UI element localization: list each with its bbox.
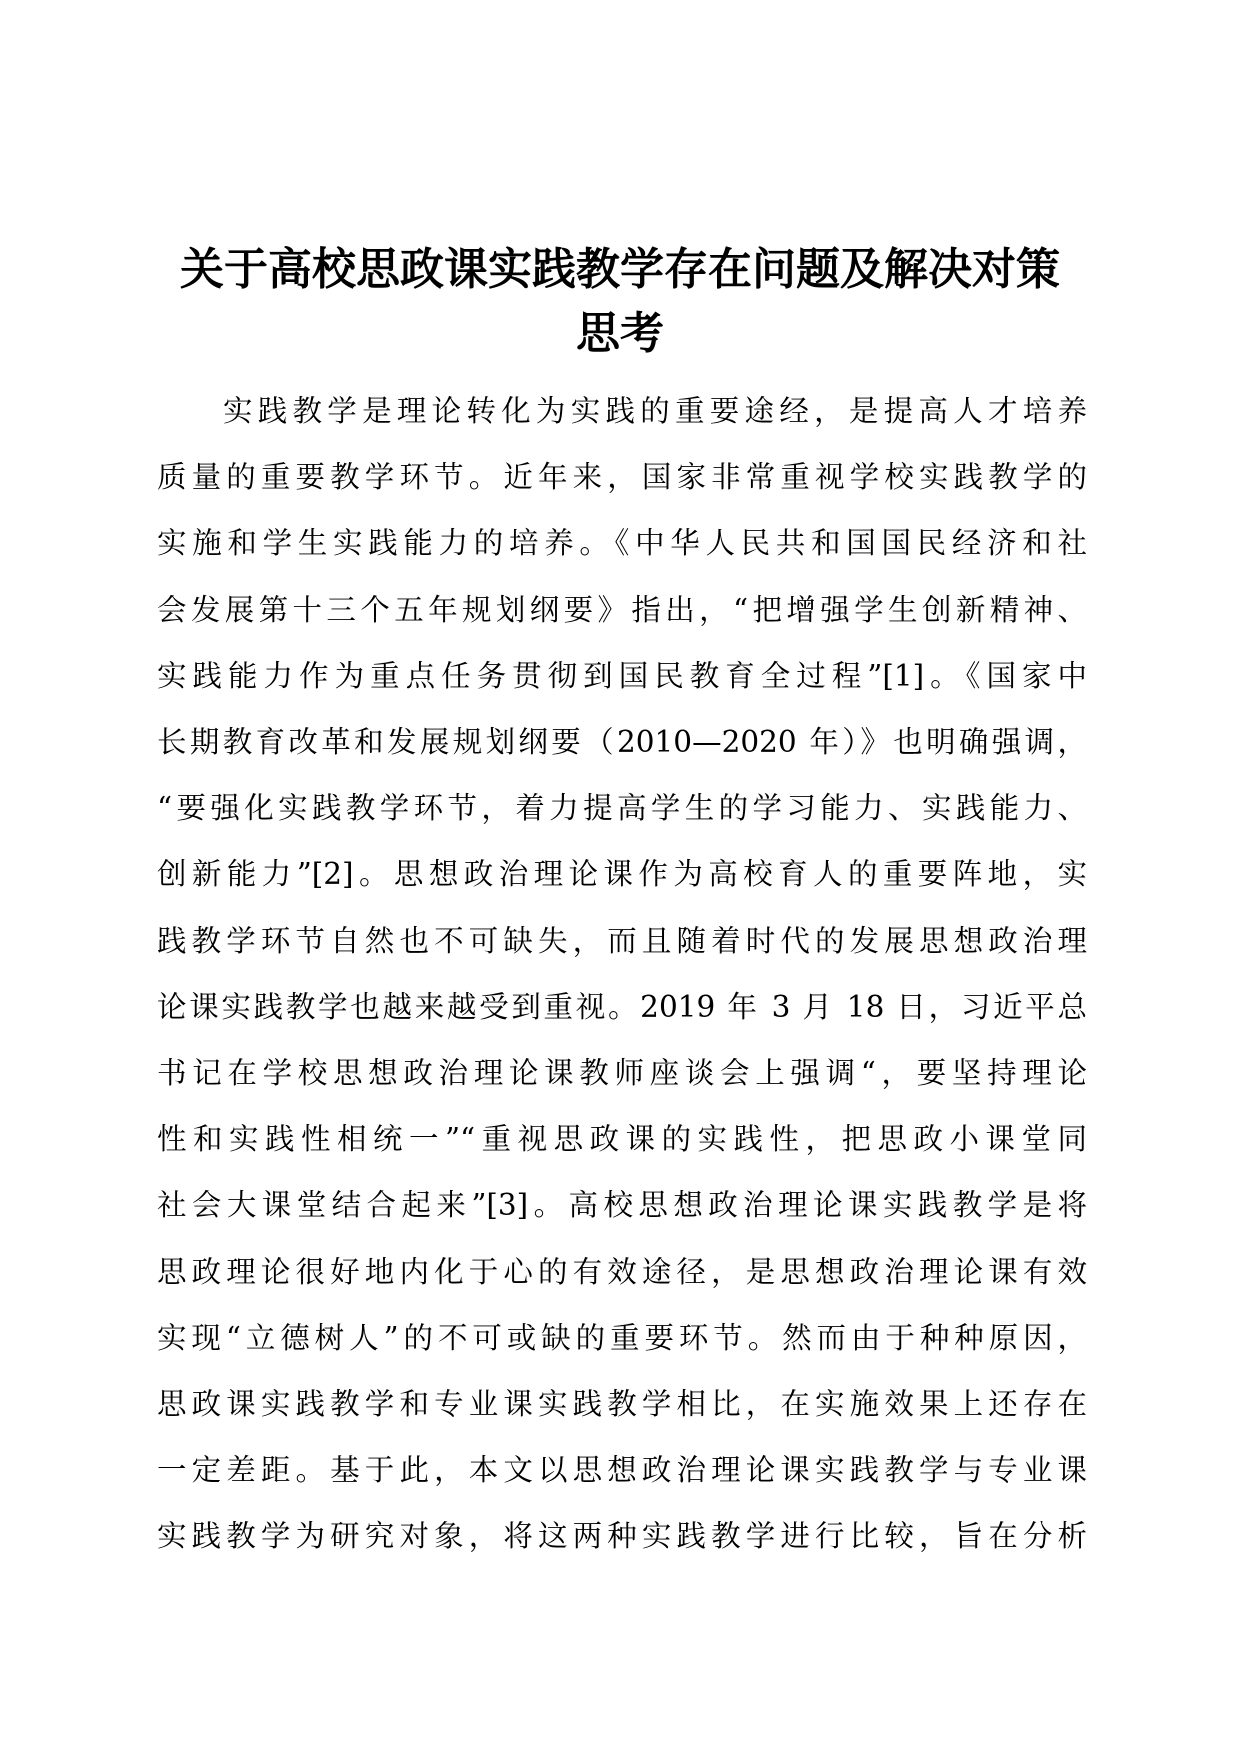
text-line: 书记在学校思想政治理论课教师座谈会上强调“，要坚持理论 [157,1056,1087,1091]
title-line-1: 关于高校思政课实践教学存在问题及解决对策 [180,244,1060,295]
text-line: 质量的重要教学环节。近年来，国家非常重视学校实践教学的 [157,460,1087,495]
text-line: 一定差距。基于此，本文以思想政治理论课实践教学与专业课 [157,1453,1087,1488]
text-line: 社会大课堂结合起来”[3]。高校思想政治理论课实践教学是将 [157,1188,1087,1223]
text-line: 性和实践性相统一”“重视思政课的实践性，把思政小课堂同 [157,1122,1087,1157]
text-line: 会发展第十三个五年规划纲要》指出，“把增强学生创新精神、 [157,592,1087,627]
body-paragraph [157,378,1087,1570]
text-line: 实践教学为研究对象，将这两种实践教学进行比较，旨在分析 [157,1519,1087,1554]
text-line: 实现“立德树人”的不可或缺的重要环节。然而由于种种原因， [157,1320,1087,1355]
text-line: 思政理论很好地内化于心的有效途径，是思想政治理论课有效 [157,1254,1087,1289]
text-line: 践教学环节自然也不可缺失，而且随着时代的发展思想政治理 [157,923,1087,958]
text-line: 长期教育改革和发展规划纲要（2010—2020 年）》也明确强调， [157,725,1087,760]
title-line-2: 思考 [576,308,664,359]
document-title [150,238,1090,366]
text-line: 论课实践教学也越来越受到重视。2019 年 3 月 18 日，习近平总 [157,989,1087,1024]
text-line: “要强化实践教学环节，着力提高学生的学习能力、实践能力、 [157,791,1087,826]
text-line: 创新能力”[2]。思想政治理论课作为高校育人的重要阵地，实 [157,857,1087,892]
text-line: 思政课实践教学和专业课实践教学相比，在实施效果上还存在 [157,1387,1087,1422]
text-line: 实施和学生实践能力的培养。《中华人民共和国国民经济和社 [157,526,1087,561]
text-line: 实践能力作为重点任务贯彻到国民教育全过程”[1]。《国家中 [157,658,1087,693]
text-line: 实践教学是理论转化为实践的重要途经，是提高人才培养 [223,394,1087,428]
